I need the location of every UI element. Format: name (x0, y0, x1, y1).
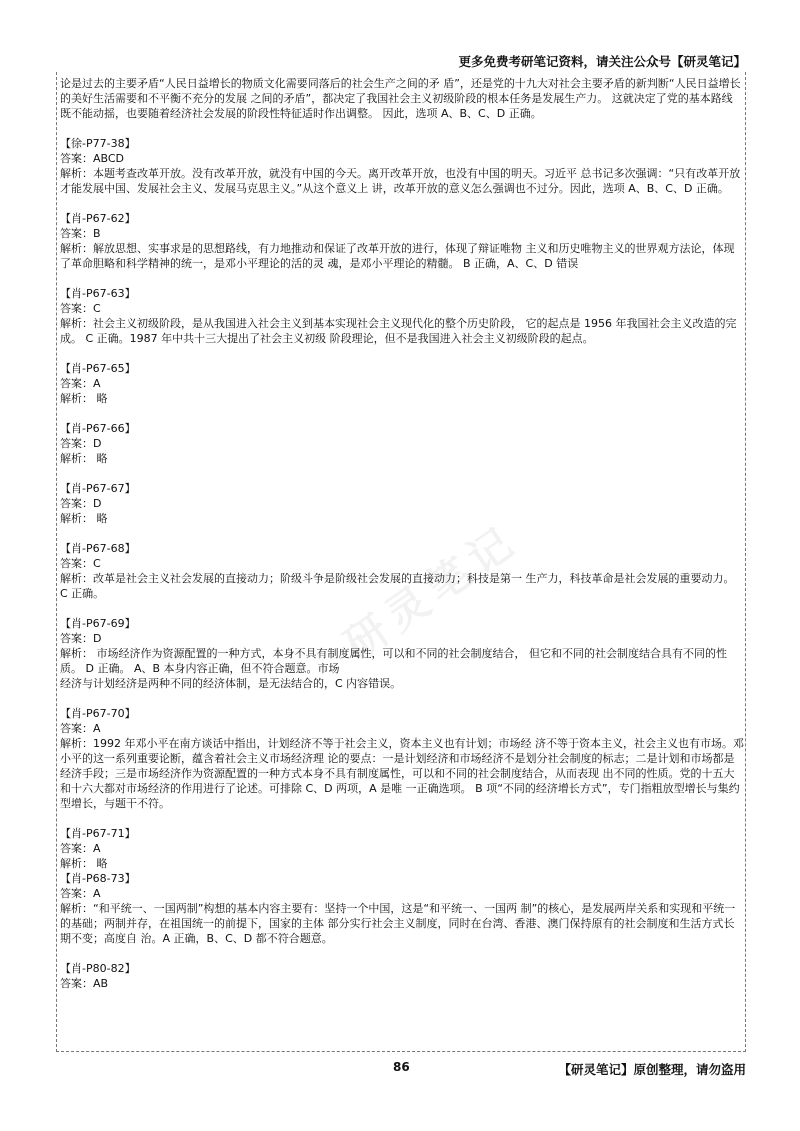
intro-paragraph: 论是过去的主要矛盾“人民日益增长的物质文化需要同落后的社会生产之间的矛 盾”，还是党的十九大对社会主要矛盾的新判断“人民日益增长的美好生活需要和不平衡不充分的发展 之间的矛盾”，都决定了我国社会主义初级阶段的根本任务是发展生产力。 这就决定了党的基本路线 既不能动摇，也要随着经济社会发展的阶段性特征适时作出调整。 因此，选项 A、B、C、D 正确。 (60, 77, 741, 120)
entry (60, 286, 744, 346)
entry-title: 【肖-P67-71】 (60, 827, 136, 840)
entry (60, 871, 744, 946)
entry-answer: 答案：A (60, 842, 101, 855)
footer-note: 【研灵笔记】原创整理，请勿盗用 (558, 1062, 746, 1077)
entry-title: 【肖-P67-68】 (60, 542, 136, 555)
entry-analysis: 解析： 市场经济作为资源配置的一种方式，本身不具有制度属性，可以和不同的社会制度结合， 但它和不同的社会制度结合具有不同的性质。 D 正确。 A、B 本身内容正确，但不符合题意。市场 (60, 647, 727, 675)
entry-analysis: 解析：社会主义初级阶段，是从我国进入社会主义到基本实现社会主义现代化的整个历史阶段， 它的起点是 1956 年我国社会主义改造的完成。 C 正确。1987 年中共十三大提出了社会主义初级 阶段理论，但不是我国进入社会主义初级阶段的起点。 (60, 317, 737, 345)
entry-title: 【肖-P67-62】 (60, 212, 136, 225)
entry (60, 616, 744, 691)
entry-answer: 答案：ABCD (60, 152, 125, 165)
entry-answer: 答案：D (60, 437, 102, 450)
entry (60, 541, 744, 601)
entry-analysis: 解析： 略 (60, 512, 108, 525)
page-number: 86 (393, 1060, 410, 1074)
entry (60, 961, 744, 991)
entry-answer: 答案：C (60, 557, 101, 570)
entry-answer: 答案：C (60, 302, 101, 315)
document-body (60, 76, 744, 991)
entry-analysis: 解析： 略 (60, 857, 108, 870)
entry-title: 【肖-P67-66】 (60, 422, 136, 435)
entry-analysis: 解析：本题考查改革开放。没有改革开放，就没有中国的今天。离开改革开放，也没有中国的明天。习近平 总书记多次强调：“只有改革开放才能发展中国、发展社会主义、发展马克思主义。”从这个意义上 讲，改革开放的意义怎么强调也不过分。因此，选项 A、B、C、D 正确。 (60, 167, 741, 195)
entry-analysis: 解析： 略 (60, 392, 108, 405)
entry-answer: 答案：A (60, 887, 101, 900)
entry (60, 481, 744, 526)
page-header: 更多免费考研笔记资料，请关注公众号【研灵笔记】 (458, 54, 746, 69)
entry-title: 【肖-P68-73】 (60, 872, 136, 885)
entry-answer: 答案：D (60, 632, 102, 645)
entry (60, 421, 744, 466)
entry-title: 【徐-P77-38】 (60, 137, 136, 150)
entry-analysis-continued: 经济与计划经济是两种不同的经济体制，是无法结合的，C 内容错误。 (60, 677, 402, 690)
entry-analysis: 解析：解放思想、实事求是的思想路线，有力地推动和保证了改革开放的进行，体现了辩证唯物 主义和历史唯物主义的世界观方法论，体现了革命胆略和科学精神的统一，是邓小平理论的活的灵 魂，是邓小平理论的精髓。 B 正确，A、C、D 错误 (60, 242, 735, 270)
entry (60, 826, 744, 871)
entry-analysis: 解析： 略 (60, 452, 108, 465)
entry-title: 【肖-P80-82】 (60, 962, 136, 975)
entry-title: 【肖-P67-67】 (60, 482, 136, 495)
entry-answer: 答案：A (60, 377, 101, 390)
entry-title: 【肖-P67-63】 (60, 287, 136, 300)
entry-answer: 答案：A (60, 722, 101, 735)
entry (60, 136, 744, 196)
entry-title: 【肖-P67-65】 (60, 362, 136, 375)
entry (60, 211, 744, 271)
watermark: 研灵笔记 (335, 514, 528, 670)
entry-answer: 答案：D (60, 497, 102, 510)
entry-title: 【肖-P67-70】 (60, 707, 136, 720)
entry-analysis: 解析：改革是社会主义社会发展的直接动力；阶级斗争是阶级社会发展的直接动力；科技是第一 生产力，科技革命是社会发展的重要动力。 C 正确。 (60, 572, 735, 600)
entry-analysis: 解析：1992 年邓小平在南方谈话中指出，计划经济不等于社会主义，资本主义也有计划；市场经 济不等于资本主义，社会主义也有市场。邓小平的这一系列重要论断，蕴含着社会主义市场经济理 论的要点：一是计划经济和市场经济不是划分社会制度的标志；二是计划和市场都是经济手段；三是市场经济作为资源配置的一种方式本身不具有制度属性，可以和不同的社会制度结合，从而表现 出不同的性质。党的十五大和十六大都对市场经济的作用进行了论述。可排除 C、D 两项，A 是唯 一正确选项。 B 项“不同的经济增长方式”，专门指粗放型增长与集约型增长，与题干不符。 (60, 737, 744, 810)
entry-title: 【肖-P67-69】 (60, 617, 136, 630)
entry (60, 361, 744, 406)
entry (60, 706, 744, 811)
entry-analysis: 解析：“和平统一、一国两制”构想的基本内容主要有：坚持一个中国，这是“和平统一、一国两 制”的核心，是发展两岸关系和实现和平统一的基础；两制并存，在祖国统一的前提下，国家的主体 部分实行社会主义制度，同时在台湾、香港、澳门保持原有的社会制度和生活方式长期不变；高度自 治。A 正确，B、C、D 都不符合题意。 (60, 902, 736, 945)
entry-answer: 答案：B (60, 227, 101, 240)
entry-answer: 答案：AB (60, 977, 109, 990)
